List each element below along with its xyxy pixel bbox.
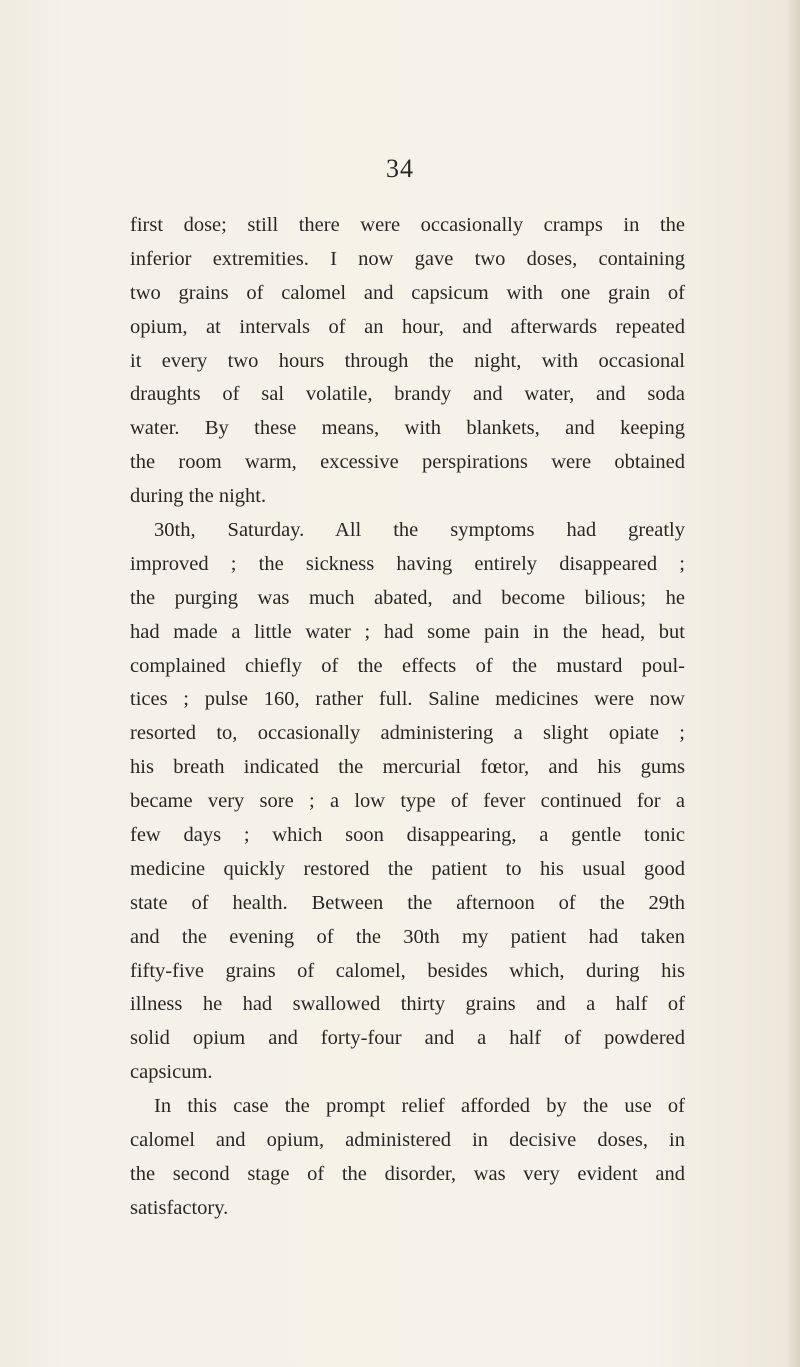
text-line: complained chiefly of the effects of the mustard poul- — [130, 654, 685, 677]
text-line: capsicum. — [130, 1061, 213, 1084]
text-line: two grains of calomel and capsicum with one grain of — [130, 281, 685, 304]
text-line: state of health. Between the afternoon of the 29th — [130, 891, 685, 914]
text-line: it every two hours through the night, with occasional — [130, 349, 685, 372]
text-line: inferior extremities. I now gave two doses, containing — [130, 247, 685, 270]
text-line: improved ; the sickness having entirely disappeared ; — [130, 552, 685, 575]
text-line: tices ; pulse 160, rather full. Saline medicines were now — [130, 688, 685, 711]
text-line: the second stage of the disorder, was very evident and — [130, 1162, 685, 1185]
text-line: resorted to, occasionally administering a slight opiate ; — [130, 722, 685, 745]
text-line: had made a little water ; had some pain in the head, but — [130, 620, 685, 643]
text-line: illness he had swallowed thirty grains and a half of — [130, 993, 685, 1016]
text-line: medicine quickly restored the patient to his usual good — [130, 857, 685, 880]
text-line: satisfactory. — [130, 1196, 229, 1219]
text-line: the room warm, excessive perspirations were obtained — [130, 451, 685, 474]
text-line: fifty-five grains of calomel, besides which, during his — [130, 959, 685, 982]
text-line: water. By these means, with blankets, and keeping — [130, 417, 685, 440]
text-line: during the night. — [130, 485, 267, 508]
text-line: calomel and opium, administered in decisive doses, in — [130, 1129, 685, 1152]
text-line: solid opium and forty-four and a half of powdered — [130, 1027, 685, 1050]
page-edge-shadow — [786, 0, 800, 1367]
text-line: opium, at intervals of an hour, and afterwards repeated — [130, 315, 685, 338]
text-line: first dose; still there were occasionally cramps in the — [130, 214, 685, 236]
text-line: the purging was much abated, and become bilious; he — [130, 586, 685, 609]
page-number: 34 — [386, 154, 414, 183]
text-line: and the evening of the 30th my patient had taken — [130, 925, 685, 948]
text-line: draughts of sal volatile, brandy and water, and soda — [130, 383, 685, 406]
body-text — [130, 209, 685, 1226]
text-line: few days ; which soon disappearing, a gentle tonic — [130, 824, 685, 847]
text-line: became very sore ; a low type of fever continued for a — [130, 790, 685, 813]
text-line: 30th, Saturday. All the symptoms had greatly — [154, 519, 685, 542]
text-line: his breath indicated the mercurial fœtor, and his gums — [130, 756, 685, 779]
text-line: In this case the prompt relief afforded by the use of — [154, 1095, 685, 1118]
